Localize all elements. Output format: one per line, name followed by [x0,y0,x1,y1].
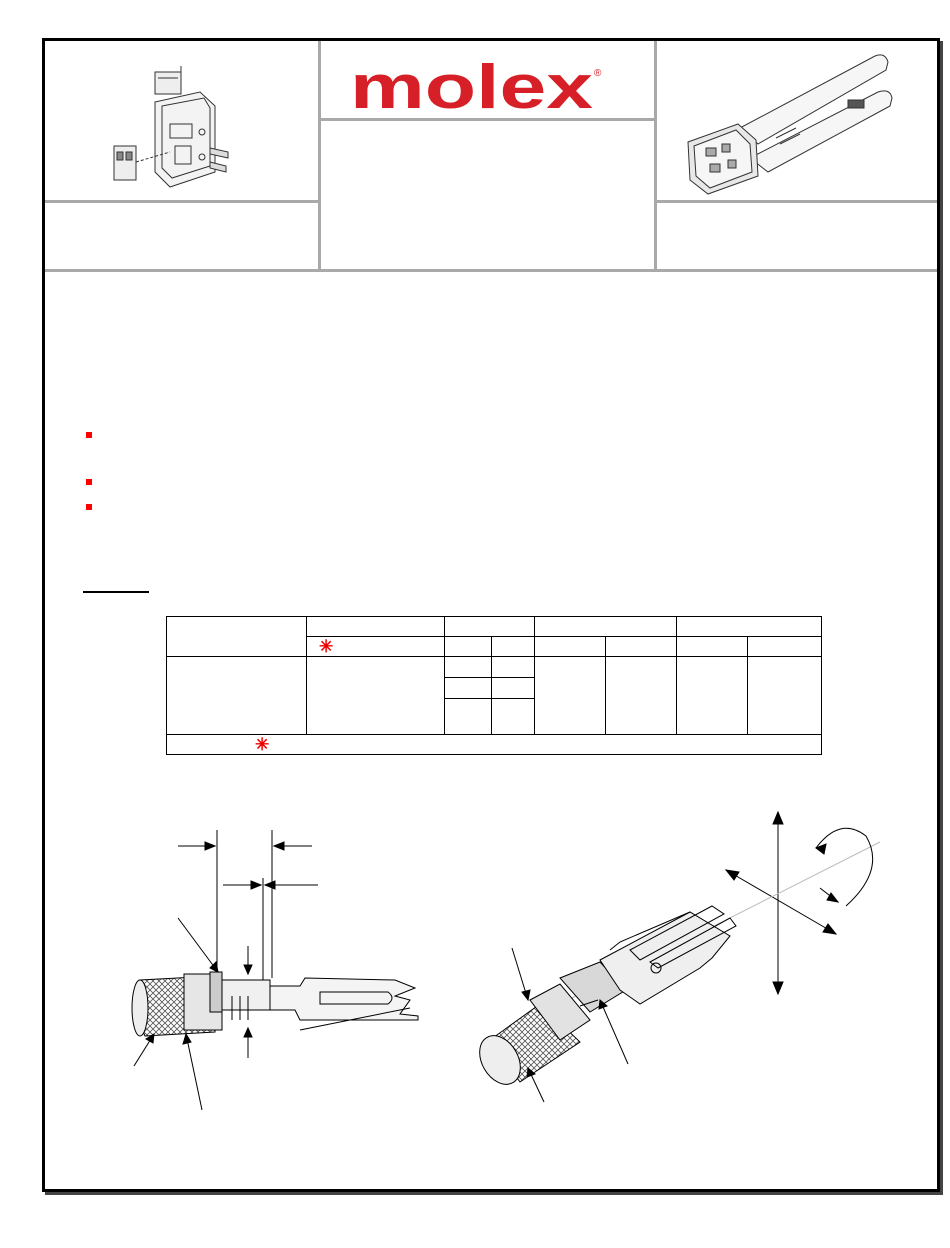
required-asterisk-icon: ✳ [319,637,334,656]
footnote-asterisk-icon: ✳ [255,735,270,754]
svg-text:®: ® [594,68,602,79]
svg-text:molex: molex [350,53,594,122]
